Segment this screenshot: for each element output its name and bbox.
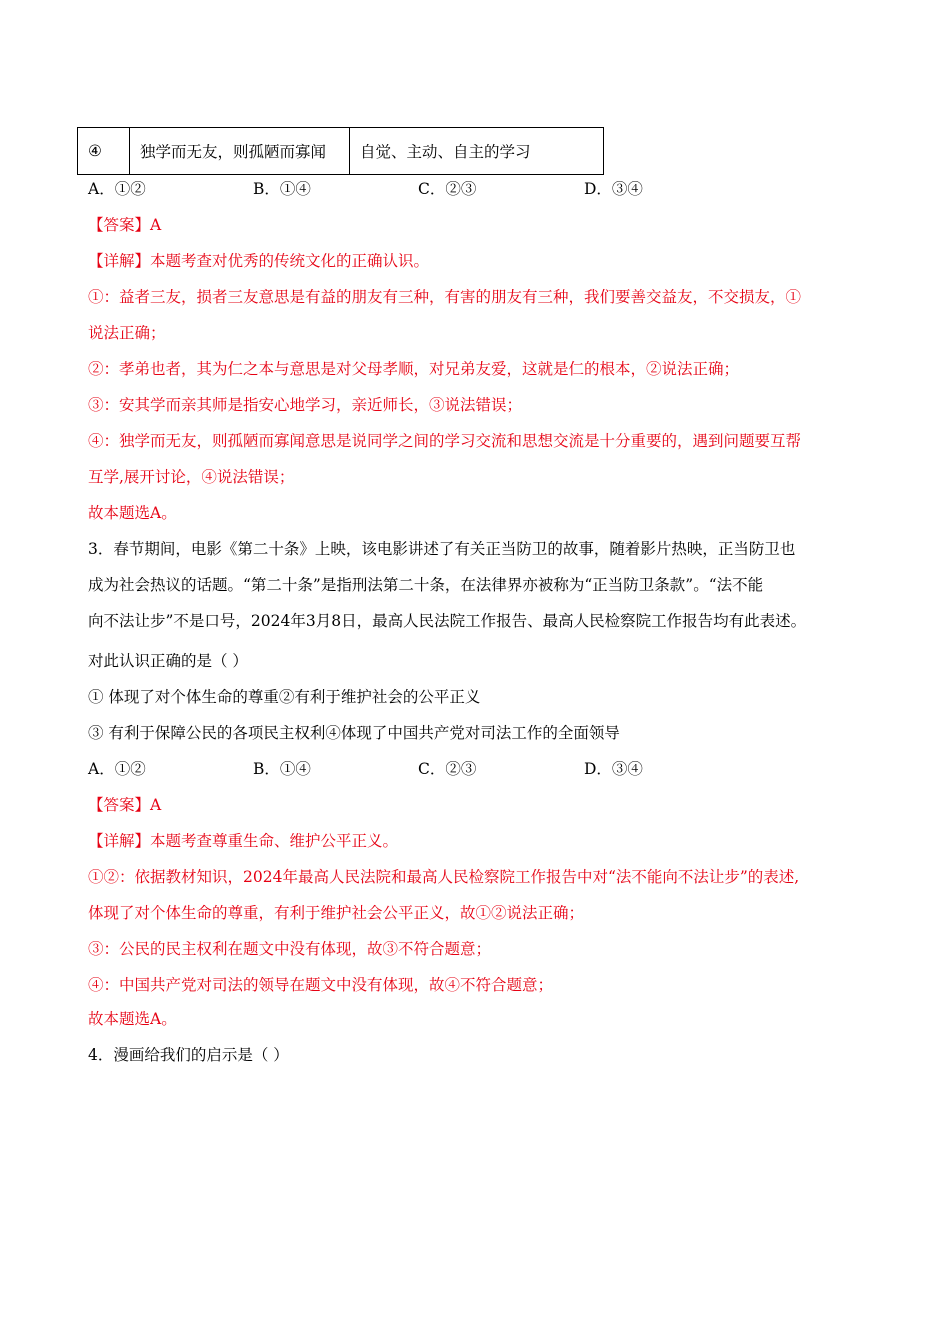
q2-explanation-1b: 说法正确；: [88, 324, 166, 342]
q2-conclusion: 故本题选A。: [88, 504, 177, 522]
q3-explanation-1a: ①②：依据教材知识，2024年最高人民法院和最高人民检察院工作报告中对“法不能向不法让步”的表述,: [88, 868, 800, 886]
q2-explanation-1a: ①：益者三友，损者三友意思是有益的朋友有三种，有害的朋友有三种，我们要善交益友，不交损友，①: [88, 288, 802, 306]
q3-choice-b: B．①④: [253, 760, 311, 778]
q2-choice-c: C．②③: [418, 180, 477, 198]
q3-explanation-3: ④：中国共产党对司法的领导在题文中没有体现，故④不符合题意；: [88, 976, 554, 994]
option-table: [77, 127, 604, 175]
q3-answer: 【答案】A: [88, 796, 162, 814]
q3-options-line-1: ① 体现了对个体生命的尊重②有利于维护社会的公平正义: [88, 688, 481, 706]
q2-explanation-4a: ④：独学而无友，则孤陋而寡闻意思是说同学之间的学习交流和思想交流是十分重要的，遇到问题要互帮: [88, 432, 802, 450]
table-cell-quote: 独学而无友，则孤陋而寡闻: [130, 128, 350, 175]
q3-explanation-1b: 体现了对个体生命的尊重，有利于维护社会公平正义，故①②说法正确；: [88, 904, 585, 922]
table-cell-number: ④: [78, 128, 130, 175]
q2-explanation-3: ③：安其学而亲其师是指安心地学习，亲近师长，③说法错误；: [88, 396, 523, 414]
q2-choices: [88, 178, 848, 200]
q3-stem-line-2: 成为社会热议的话题。“第二十条”是指刑法第二十条，在法律界亦被称为“正当防卫条款”。“法不能: [88, 576, 764, 594]
q2-answer: 【答案】A: [88, 216, 162, 234]
q3-stem-line-3: 向不法让步”不是口号，2024年3月8日，最高人民法院工作报告、最高人民检察院工作报告均有此表述。: [88, 612, 807, 630]
q3-choice-c: C．②③: [418, 760, 477, 778]
q4-stem-line-1: 4．漫画给我们的启示是（ ）: [88, 1046, 289, 1064]
q3-stem-line-1: 3．春节期间，电影《第二十条》上映，该电影讲述了有关正当防卫的故事，随着影片热映，正当防卫也: [88, 540, 796, 558]
table-cell-meaning: 自觉、主动、自主的学习: [350, 128, 604, 175]
q3-options-line-2: ③ 有利于保障公民的各项民主权利④体现了中国共产党对司法工作的全面领导: [88, 724, 620, 742]
q2-choice-a: A．①②: [88, 180, 146, 198]
q3-choice-d: D．③④: [584, 760, 643, 778]
q3-explanation-2: ③：公民的民主权利在题文中没有体现，故③不符合题意；: [88, 940, 492, 958]
q2-choice-b: B．①④: [253, 180, 311, 198]
q3-conclusion: 故本题选A。: [88, 1010, 177, 1028]
table-row: [78, 128, 604, 175]
q2-choice-d: D．③④: [584, 180, 643, 198]
q3-detail: 【详解】本题考查尊重生命、维护公平正义。: [88, 832, 399, 850]
q3-choice-a: A．①②: [88, 760, 146, 778]
q2-explanation-2: ②：孝弟也者，其为仁之本与意思是对父母孝顺，对兄弟友爱，这就是仁的根本，②说法正确；: [88, 360, 740, 378]
q2-explanation-4b: 互学,展开讨论，④说法错误；: [88, 468, 295, 486]
q2-detail: 【详解】本题考查对优秀的传统文化的正确认识。: [88, 252, 430, 270]
q3-stem-line-4: 对此认识正确的是（ ）: [88, 652, 248, 670]
q3-choices: [88, 758, 848, 780]
